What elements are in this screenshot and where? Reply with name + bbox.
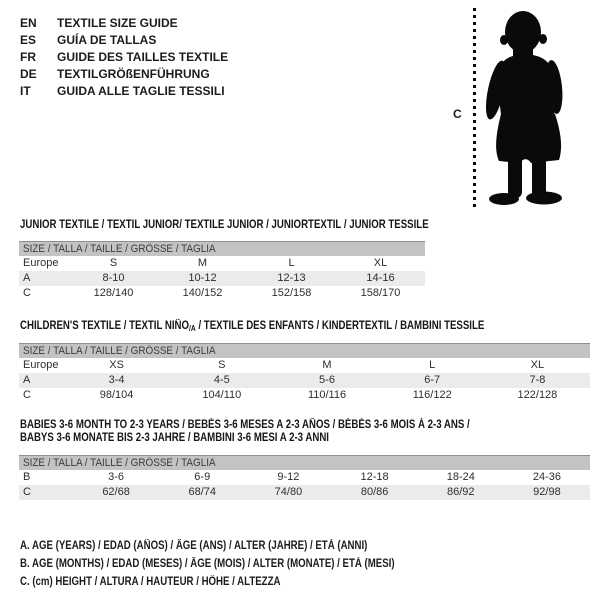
table-cell: 128/140 (93, 287, 134, 299)
size-table-header (19, 241, 425, 256)
language-code: ES (20, 33, 37, 47)
language-code: DE (20, 67, 37, 81)
legend-c-text: C. (cm) HEIGHT / ALTURA / HAUTEUR / HÖHE / ALTEZZA (20, 576, 281, 588)
table-cell: 6-7 (424, 374, 441, 386)
table-cell: 116/122 (412, 389, 452, 401)
children-title-post: / TEXTILE DES ENFANTS / KINDERTEXTIL / BAMBINI TESSILE (195, 320, 485, 332)
table-cell: 86/92 (447, 486, 475, 498)
junior-section-title (20, 219, 506, 231)
table-cell: 74/80 (274, 486, 303, 498)
babies-title-line2: BABYS 3-6 MONATE BIS 2-3 JAHRE / BAMBINI 3-6 MESI A 2-3 ANNI (20, 431, 329, 444)
table-cell: 24-36 (532, 471, 562, 483)
table-cell: 6-9 (194, 471, 211, 483)
table-cell: 7-8 (529, 374, 546, 386)
language-label: GUÍA DE TALLAS (57, 33, 157, 47)
table-cell: 92/98 (533, 486, 561, 498)
table-cell: 80/86 (360, 486, 389, 498)
table-cell: XL (530, 359, 545, 371)
language-code: EN (20, 16, 37, 30)
table-row (19, 286, 425, 301)
legend-line-a (20, 537, 466, 555)
table-cell: 110/116 (307, 389, 347, 401)
size-table-header (19, 343, 590, 358)
children-size-table (19, 343, 590, 403)
legend-a-text: A. AGE (YEARS) / EDAD (AÑOS) / ÂGE (ANS) / ALTER (JAHRE) / ETÀ (ANNI) (20, 540, 368, 552)
junior-title-text: JUNIOR TEXTILE / TEXTIL JUNIOR/ TEXTILE JUNIOR / JUNIORTEXTIL / JUNIOR TESSILE (20, 219, 429, 231)
table-cell: 14-16 (366, 272, 395, 284)
language-list (20, 15, 228, 100)
size-table-header (19, 455, 590, 470)
children-title-pre: CHILDREN'S TEXTILE / TEXTIL NIÑO (20, 320, 190, 332)
table-cell: 10-12 (188, 272, 217, 284)
table-cell: 12-13 (277, 272, 306, 284)
language-row-es (20, 32, 228, 49)
table-cell: 122/128 (517, 389, 558, 401)
measure-legend (20, 537, 466, 591)
table-cell: 104/110 (202, 389, 242, 401)
row-label: C (23, 287, 31, 299)
language-row-de (20, 66, 228, 83)
table-cell: L (429, 359, 436, 371)
row-label: Europe (23, 257, 59, 269)
table-cell: 152/158 (271, 287, 312, 299)
row-label: C (23, 486, 31, 498)
babies-section-title (20, 419, 555, 444)
children-section-title (20, 320, 573, 333)
size-header-text: SIZE / TALLA / TAILLE / GRÖSSE / TAGLIA (23, 457, 216, 469)
children-title-text (20, 320, 484, 333)
junior-size-table (19, 241, 425, 301)
height-measure-dotted-line (473, 8, 476, 210)
language-label: TEXTILGRÖßENFÜHRUNG (57, 67, 210, 81)
babies-size-table (19, 455, 590, 500)
legend-line-b (20, 555, 466, 573)
table-row (19, 271, 425, 286)
table-cell: L (288, 257, 295, 269)
row-label: A (23, 272, 31, 284)
language-row-fr (20, 49, 228, 66)
language-row-en (20, 15, 228, 32)
table-row (19, 470, 590, 485)
table-cell: 5-6 (319, 374, 335, 386)
toddler-silhouette-icon (483, 8, 571, 208)
table-cell: 140/152 (182, 287, 223, 299)
language-label: GUIDE DES TAILLES TEXTILE (57, 50, 229, 64)
table-cell: 3-4 (108, 374, 125, 386)
row-label: A (23, 374, 31, 386)
table-cell: 4-5 (213, 374, 230, 386)
children-title-subscript: /A (189, 324, 196, 333)
table-cell: 62/68 (102, 486, 130, 498)
babies-title-line1: BABIES 3-6 MONTH TO 2-3 YEARS / BEBÉS 3-6 MESES A 2-3 AÑOS / BÉBÉS 3-6 MOIS À 2-3 ANS / (20, 419, 470, 431)
row-label: Europe (23, 359, 59, 371)
table-row (19, 388, 590, 403)
language-row-it (20, 83, 228, 100)
table-cell: 98/104 (99, 389, 134, 401)
table-cell: S (109, 257, 118, 269)
table-cell: M (197, 257, 208, 269)
language-code: FR (20, 50, 36, 64)
language-label: TEXTILE SIZE GUIDE (57, 16, 178, 30)
table-cell: 12-18 (360, 471, 389, 483)
table-cell: 3-6 (108, 471, 125, 483)
table-cell: M (322, 359, 332, 371)
table-cell: 8-10 (102, 272, 125, 284)
size-header-text: SIZE / TALLA / TAILLE / GRÖSSE / TAGLIA (23, 243, 216, 255)
table-cell: XL (373, 257, 388, 269)
table-cell: 18-24 (446, 471, 475, 483)
language-code: IT (20, 84, 31, 98)
table-row (19, 373, 590, 388)
table-cell: XS (109, 359, 124, 371)
table-row (19, 256, 425, 271)
table-row (19, 485, 590, 500)
table-cell: 68/74 (188, 486, 217, 498)
size-header-text: SIZE / TALLA / TAILLE / GRÖSSE / TAGLIA (23, 345, 216, 357)
height-measure-label: C (453, 107, 462, 121)
legend-line-c (20, 573, 466, 591)
language-label: GUIDA ALLE TAGLIE TESSILI (57, 84, 225, 98)
table-cell: 9-12 (277, 471, 300, 483)
legend-b-text: B. AGE (MONTHS) / EDAD (MESES) / ÂGE (MOIS) / ALTER (MONATE) / ETÀ (MESI) (20, 558, 395, 570)
table-cell: 158/170 (360, 287, 401, 299)
row-label: B (23, 471, 31, 483)
table-cell: S (218, 359, 226, 371)
table-row (19, 358, 590, 373)
row-label: C (23, 389, 31, 401)
